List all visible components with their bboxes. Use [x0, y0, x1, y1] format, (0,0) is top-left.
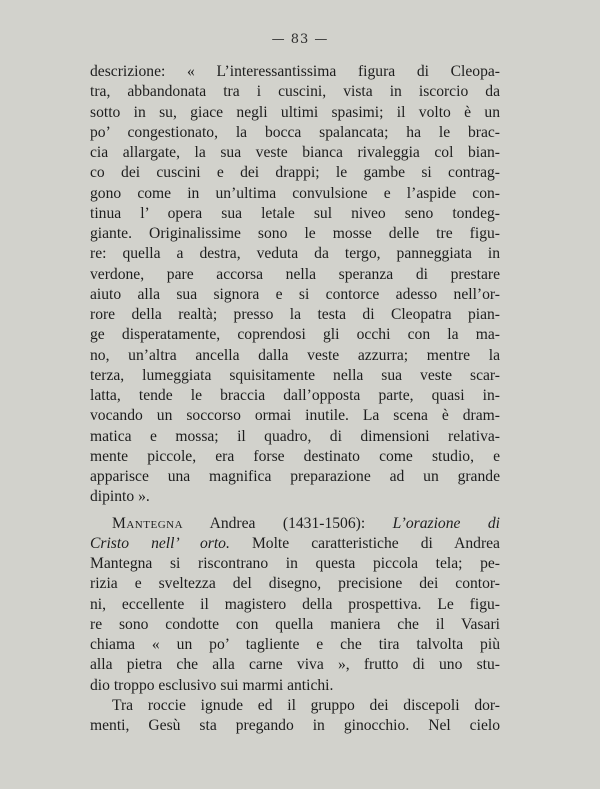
text-line — [90, 514, 500, 534]
text-line: mente piccole, era forse destinato come studio, e — [90, 447, 500, 465]
text-line-rest: Molte caratteristiche di Andrea — [229, 534, 500, 552]
text-line: dipinto ». — [90, 488, 150, 506]
text-line: tinua l’ opera sua letale sul niveo seno tondeg- — [90, 204, 500, 222]
artwork-title-continued: Cristo nell’ orto. — [90, 534, 230, 552]
text-line: verdone, pare accorsa nella speranza di prestare — [90, 265, 500, 283]
text-line: apparisce una magnifica preparazione ad un grande — [90, 468, 500, 485]
artist-name: Mantegna — [112, 514, 184, 532]
text-line: re sono condotte con quella maniera che il Vasari — [90, 615, 500, 633]
paragraph-mantegna-entry — [90, 514, 500, 696]
text-line: sotto in su, giace negli ultimi spasimi; il volto è un — [90, 103, 500, 121]
text-line: alla pietra che alla carne viva », frutto di uno stu- — [90, 656, 500, 674]
text-line: tra, abbandonata tra i cuscini, vista in iscorcio da — [90, 83, 500, 101]
artist-dates: Andrea (1431-1506): — [183, 514, 393, 532]
text-line: dio troppo esclusivo sui marmi antichi. — [90, 676, 334, 694]
text-line: vocando un soccorso ormai inutile. La scena è dram- — [90, 407, 500, 425]
text-line: chiama « un po’ tagliente e che tira talvolta più — [90, 636, 500, 653]
text-line: gono come in un’ultima convulsione e l’aspide con- — [90, 184, 500, 202]
text-line: rore della realtà; presso la testa di Cleopatra pian- — [90, 306, 500, 323]
text-line: re: quella a destra, veduta da tergo, panneggiata in — [90, 245, 500, 263]
text-line: menti, Gesù sta pregando in ginocchio. Nel cielo — [90, 717, 500, 734]
text-line: aiuto alla sua signora e si contorce adesso nell’or- — [90, 285, 500, 303]
text-line: terza, lumeggiata squisitamente nella sua veste scar- — [90, 366, 500, 384]
paragraph-gethsemane-description — [90, 696, 500, 737]
artwork-title: L’orazione di — [392, 514, 500, 532]
text-line: no, un’altra ancella dalla veste azzurra; mentre la — [90, 346, 500, 364]
text-line: rizia e sveltezza del disegno, precisione dei contor- — [90, 575, 500, 593]
page-number: — 83 — — [271, 32, 329, 47]
text-line: ge disperatamente, coprendosi gli occhi con la ma- — [90, 326, 500, 344]
text-line: giante. Originalissime sono le mosse delle tre figu- — [90, 225, 500, 242]
text-line: cia allargate, la sua veste bianca rivaleggia col bian- — [90, 144, 500, 161]
text-line — [90, 534, 500, 554]
text-line: po’ congestionato, la bocca spalancata; ha le brac- — [90, 123, 500, 141]
text-line: Mantegna si riscontrano in questa piccola tela; pe- — [90, 555, 500, 572]
text-line: co dei cuscini e dei drappi; le gambe si contrag- — [90, 164, 500, 182]
paragraph-cleopatra-description — [90, 62, 500, 508]
text-line: matica e mossa; il quadro, di dimensioni relativa- — [90, 427, 500, 445]
text-line: Tra roccie ignude ed il gruppo dei discepoli dor- — [112, 696, 500, 714]
text-line: ni, eccellente il magistero della prospettiva. Le figu- — [90, 595, 500, 613]
body-text — [90, 62, 500, 736]
text-line: latta, tende le braccia dall’opposta parte, quasi in- — [90, 387, 500, 404]
text-line: descrizione: « L’interessantissima figura di Cleopa- — [90, 63, 500, 80]
